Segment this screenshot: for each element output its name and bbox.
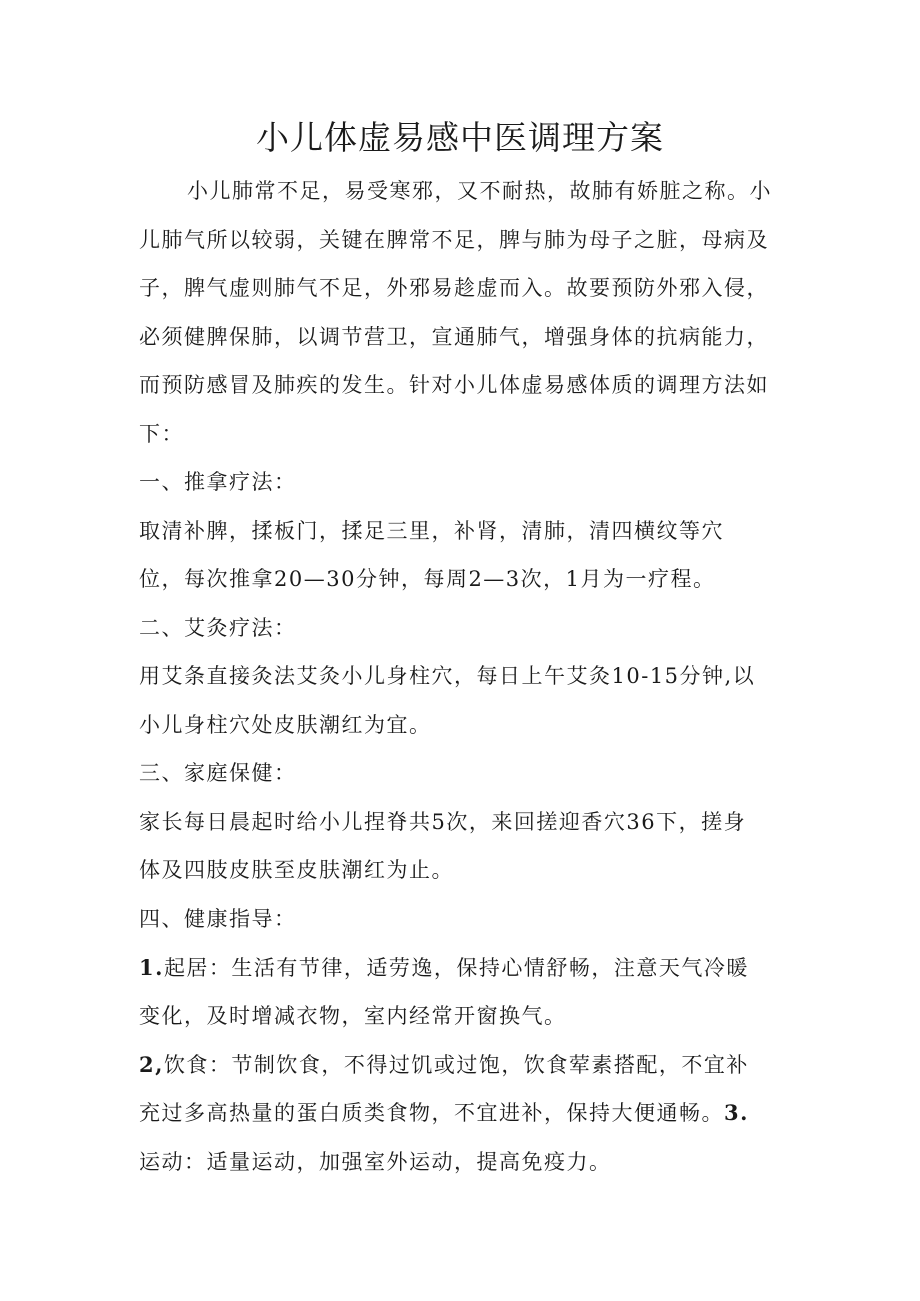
section-3-line-2: 体及四肢皮肤至皮肤潮红为止。 [139,858,454,882]
intro-line-2: 儿肺气所以较弱，关键在脾常不足，脾与肺为母子之脏，母病及 [139,228,769,252]
section-3-heading: 三、家庭保健： [139,761,297,785]
intro-line-4: 必须健脾保肺，以调节营卫，宣通肺气，增强身体的抗病能力， [139,325,769,349]
guide-item-1-number: 1. [139,955,164,980]
section-2-line-1: 用艾条直接灸法艾灸小儿身柱穴，每日上午艾灸10-15分钟,以 [139,664,756,688]
guide-item-2-number: 2, [139,1052,164,1077]
intro-line-6: 下： [139,422,184,446]
section-3-line-1: 家长每日晨起时给小儿捏脊共5次，来回搓迎香穴36下，搓身 [139,810,747,834]
guide-item-1-text: 起居：生活有节律，适劳逸，保持心情舒畅，注意天气冷暖 [163,956,749,980]
section-1-heading: 一、推拿疗法： [139,470,297,494]
guide-item-2-line-1 [139,1050,749,1080]
guide-item-1-line-1 [139,953,749,983]
intro-line-3: 子，脾气虚则肺气不足，外邪易趁虚而入。故要预防外邪入侵， [139,276,769,300]
document-title: 小儿体虚易感中医调理方案 [256,118,664,157]
intro-line-5: 而预防感冒及肺疾的发生。针对小儿体虚易感体质的调理方法如 [139,373,769,397]
guide-item-1-line-2: 变化，及时增减衣物，室内经常开窗换气。 [139,1004,567,1028]
section-2-line-2: 小儿身柱穴处皮肤潮红为宜。 [139,713,432,737]
section-4-heading: 四、健康指导： [139,907,297,931]
section-2-heading: 二、艾灸疗法： [139,616,297,640]
guide-item-2-text: 饮食：节制饮食，不得过饥或过饱，饮食荤素搭配，不宜补 [163,1053,749,1077]
section-1-line-1: 取清补脾，揉板门，揉足三里，补肾，清肺，清四横纹等穴 [139,519,724,543]
intro-line-1: 小儿肺常不足，易受寒邪，又不耐热，故肺有娇脏之称。小 [187,179,772,203]
guide-item-2-text-cont: 充过多高热量的蛋白质类食物，不宜进补，保持大便通畅。 [139,1101,724,1125]
section-1-line-2: 位，每次推拿20—30分钟，每周2—3次，1月为一疗程。 [139,567,716,591]
guide-item-3-text: 运动：适量运动，加强室外运动，提高免疫力。 [139,1150,612,1174]
guide-item-2-line-2 [139,1098,749,1128]
guide-item-3-number: 3. [724,1100,749,1125]
